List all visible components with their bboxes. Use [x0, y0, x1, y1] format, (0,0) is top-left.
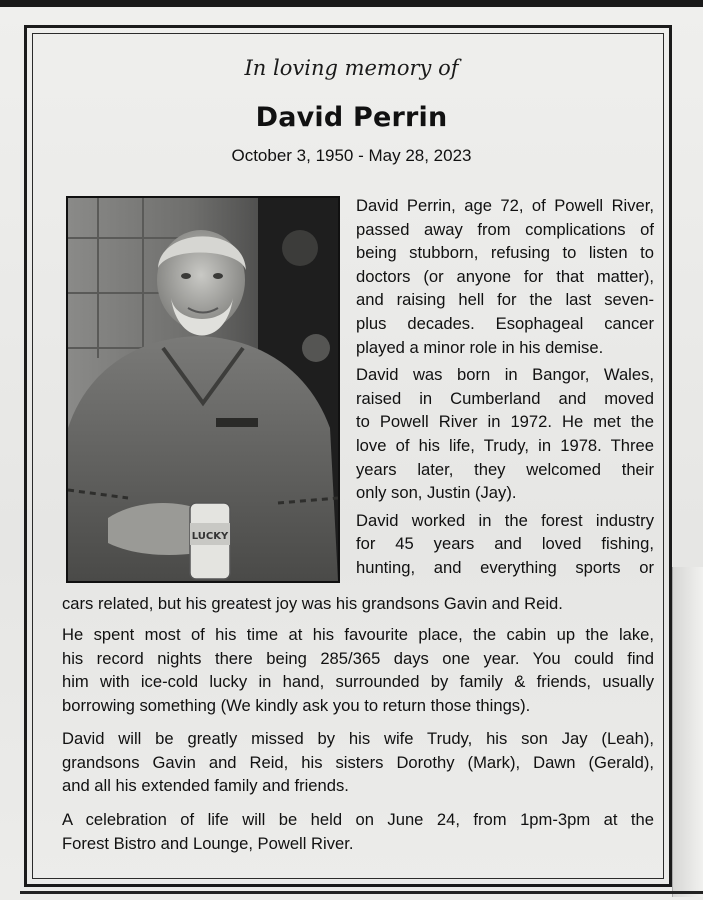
text-line: Forest Bistro and Lounge, Powell River.: [62, 833, 354, 853]
text-line: hunting, and everything sports or: [356, 557, 654, 577]
text-line: doctors (or anyone for that matter),: [356, 266, 654, 286]
text-line: played a minor role in his demise.: [356, 337, 604, 357]
paragraph-early-life: [356, 363, 654, 505]
life-dates: October 3, 1950 - May 28, 2023: [231, 146, 472, 165]
obituary-full-width-c: [62, 727, 654, 798]
portrait-illustration: [68, 198, 338, 581]
text-line: to Powell River in 1972. He met the: [356, 412, 654, 432]
text-line: and all his extended family and friends.: [62, 776, 349, 796]
obituary-full-width-a: [62, 592, 654, 616]
text-line: and raising hell for the last seven-: [356, 290, 654, 310]
top-border-rule: [0, 0, 703, 7]
paragraph-cabin: [62, 623, 654, 717]
text-line: A celebration of life will be held on June 24, from 1pm-3pm at the: [62, 810, 654, 829]
paper-fold-edge: [672, 567, 703, 897]
text-line: cars related, but his greatest joy was his grandsons Gavin and Reid.: [62, 594, 563, 613]
text-line: for 45 years and loved fishing,: [356, 534, 654, 554]
text-line: him with ice-cold lucky in hand, surrounded by family & friends, usually: [62, 672, 654, 692]
text-line: David worked in the forest industry: [356, 510, 654, 530]
text-line: plus decades. Esophageal cancer: [356, 313, 654, 333]
paragraph-work: [356, 509, 654, 580]
text-line: raised in Cumberland and moved: [356, 388, 654, 408]
deceased-name: David Perrin: [255, 102, 448, 133]
obituary-full-width-d: [62, 808, 654, 855]
text-line: being stubborn, refusing to listen to: [356, 243, 654, 263]
memorial-tagline: In loving memory of: [244, 56, 459, 80]
text-line: David Perrin, age 72, of Powell River,: [356, 196, 654, 215]
text-line: borrowing something (We kindly ask you to return those things).: [62, 695, 531, 715]
obituary-full-width-b: [62, 623, 654, 717]
paragraph-celebration: [62, 808, 654, 855]
text-line: his record nights there being 285/365 days one year. You could find: [62, 648, 654, 668]
text-line: only son, Justin (Jay).: [356, 483, 517, 503]
portrait-photo: [66, 196, 340, 583]
text-line: grandsons Gavin and Reid, his sisters Dorothy (Mark), Dawn (Gerald),: [62, 752, 654, 772]
bottom-border-rule: [20, 891, 703, 894]
obituary-column-right: [356, 194, 654, 580]
text-line: David will be greatly missed by his wife Trudy, his son Jay (Leah),: [62, 729, 654, 748]
text-line: He spent most of his time at his favourite place, the cabin up the lake,: [62, 625, 654, 644]
text-line: passed away from complications of: [356, 219, 654, 239]
text-line: years later, they welcomed their: [356, 459, 654, 479]
paragraph-intro: [356, 194, 654, 359]
paragraph-survivors: [62, 727, 654, 798]
svg-text:LUCKY: LUCKY: [191, 531, 229, 542]
paragraph-work-continued: [62, 592, 654, 616]
text-line: David was born in Bangor, Wales,: [356, 365, 654, 385]
text-line: love of his life, Trudy, in 1978. Three: [356, 435, 654, 455]
